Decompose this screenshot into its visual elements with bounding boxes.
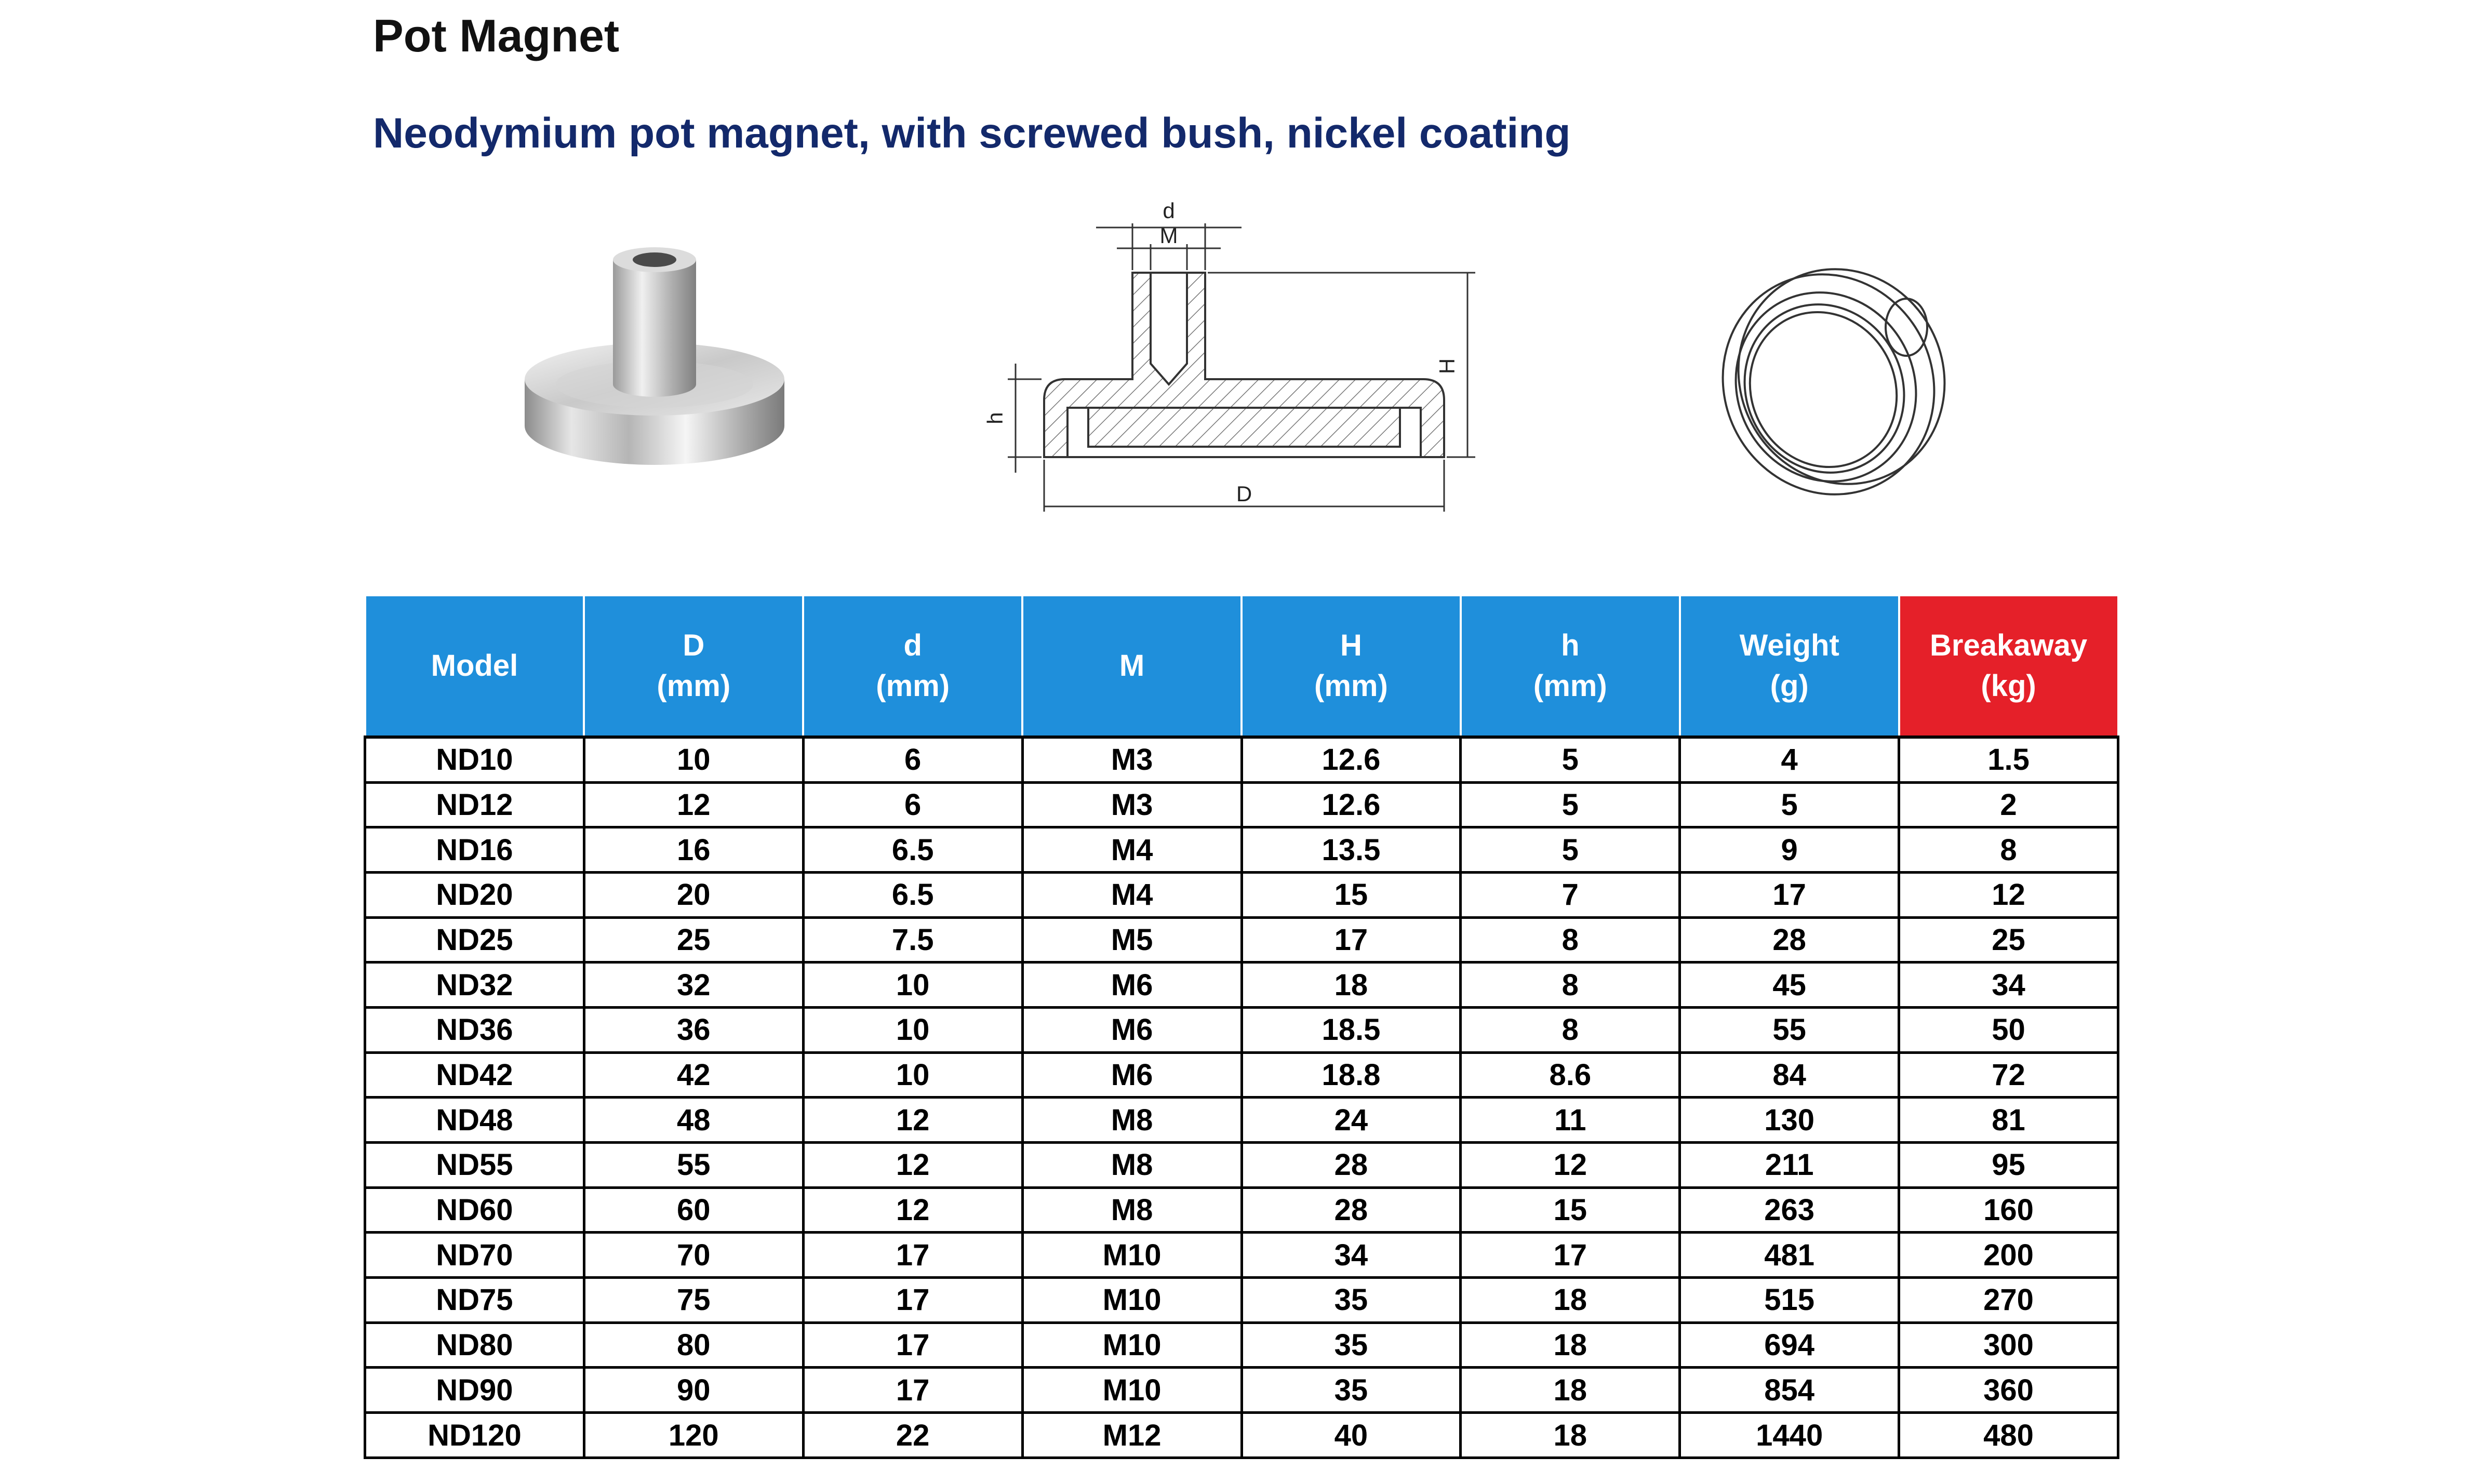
table-cell: 6.5 <box>803 873 1022 918</box>
table-cell: 84 <box>1680 1052 1899 1098</box>
table-cell: 17 <box>803 1322 1022 1368</box>
table-cell: ND120 <box>365 1413 584 1458</box>
table-row <box>365 1413 2118 1458</box>
table-cell: ND25 <box>365 917 584 962</box>
table-cell: 4 <box>1680 737 1899 782</box>
table-cell: 8 <box>1461 1008 1680 1053</box>
table-cell: 18.8 <box>1242 1052 1461 1098</box>
header-weight: Weight (g) <box>1680 595 1899 737</box>
table-cell: 18.5 <box>1242 1008 1461 1053</box>
table-row <box>365 917 2118 962</box>
dim-D-label: D <box>1236 482 1252 506</box>
table-row <box>365 1052 2118 1098</box>
table-cell: 263 <box>1680 1187 1899 1233</box>
table-cell: 11 <box>1461 1098 1680 1143</box>
table-cell: 2 <box>1899 782 2118 827</box>
table-cell: ND80 <box>365 1322 584 1368</box>
table-cell: M5 <box>1022 917 1242 962</box>
table-cell: M10 <box>1022 1278 1242 1323</box>
header-model: Model <box>365 595 584 737</box>
table-row <box>365 827 2118 873</box>
table-cell: 16 <box>584 827 803 873</box>
table-cell: M10 <box>1022 1322 1242 1368</box>
table-cell: 270 <box>1899 1278 2118 1323</box>
table-cell: 15 <box>1461 1187 1680 1233</box>
table-cell: 694 <box>1680 1322 1899 1368</box>
table-cell: 40 <box>1242 1413 1461 1458</box>
table-cell: 12 <box>803 1143 1022 1188</box>
table-cell: M4 <box>1022 827 1242 873</box>
table-cell: ND70 <box>365 1233 584 1278</box>
table-cell: 5 <box>1461 827 1680 873</box>
header-M: M <box>1022 595 1242 737</box>
header-D: D (mm) <box>584 595 803 737</box>
table-cell: 34 <box>1899 962 2118 1008</box>
table-cell: 55 <box>584 1143 803 1188</box>
table-cell: 48 <box>584 1098 803 1143</box>
table-cell: 28 <box>1242 1187 1461 1233</box>
table-cell: 50 <box>1899 1008 2118 1053</box>
table-cell: 5 <box>1461 737 1680 782</box>
table-cell: 10 <box>584 737 803 782</box>
table-cell: 18 <box>1242 962 1461 1008</box>
table-cell: 17 <box>1242 917 1461 962</box>
table-cell: 12 <box>803 1187 1022 1233</box>
table-cell: M10 <box>1022 1233 1242 1278</box>
table-cell: 32 <box>584 962 803 1008</box>
header-d: d (mm) <box>803 595 1022 737</box>
table-cell: 17 <box>803 1233 1022 1278</box>
table-cell: 8 <box>1461 962 1680 1008</box>
table-cell: M8 <box>1022 1187 1242 1233</box>
table-cell: ND10 <box>365 737 584 782</box>
table-cell: 18 <box>1461 1278 1680 1323</box>
table-row <box>365 1322 2118 1368</box>
cross-section-drawing <box>977 192 1496 525</box>
table-cell: 18 <box>1461 1413 1680 1458</box>
table-cell: 17 <box>1680 873 1899 918</box>
table-cell: 7.5 <box>803 917 1022 962</box>
table-cell: ND32 <box>365 962 584 1008</box>
table-cell: 28 <box>1680 917 1899 962</box>
table-cell: M4 <box>1022 873 1242 918</box>
table-cell: 13.5 <box>1242 827 1461 873</box>
header-breakaway: Breakaway (kg) <box>1899 595 2118 737</box>
table-cell: 360 <box>1899 1368 2118 1413</box>
table-cell: 12 <box>1899 873 2118 918</box>
table-cell: 90 <box>584 1368 803 1413</box>
table-cell: 35 <box>1242 1368 1461 1413</box>
table-cell: 45 <box>1680 962 1899 1008</box>
table-cell: 10 <box>803 962 1022 1008</box>
table-cell: 200 <box>1899 1233 2118 1278</box>
table-cell: 34 <box>1242 1233 1461 1278</box>
table-cell: 1.5 <box>1899 737 2118 782</box>
table-cell: 18 <box>1461 1322 1680 1368</box>
table-row <box>365 737 2118 782</box>
table-cell: 481 <box>1680 1233 1899 1278</box>
table-cell: 6.5 <box>803 827 1022 873</box>
table-cell: ND60 <box>365 1187 584 1233</box>
dim-H-label: H <box>1435 358 1459 375</box>
table-cell: ND75 <box>365 1278 584 1323</box>
table-cell: M3 <box>1022 737 1242 782</box>
table-cell: 17 <box>1461 1233 1680 1278</box>
table-cell: 12 <box>803 1098 1022 1143</box>
dim-M-label: M <box>1159 223 1178 248</box>
table-header-row <box>365 595 2118 737</box>
table-row <box>365 962 2118 1008</box>
table-cell: 24 <box>1242 1098 1461 1143</box>
table-cell: 36 <box>584 1008 803 1053</box>
header-h: h (mm) <box>1461 595 1680 737</box>
table-cell: 80 <box>584 1322 803 1368</box>
table-cell: 12 <box>1461 1143 1680 1188</box>
table-cell: M6 <box>1022 962 1242 1008</box>
table-cell: 12.6 <box>1242 737 1461 782</box>
table-cell: 25 <box>1899 917 2118 962</box>
table-cell: 515 <box>1680 1278 1899 1323</box>
table-cell: M10 <box>1022 1368 1242 1413</box>
table-cell: 81 <box>1899 1098 2118 1143</box>
table-cell: 160 <box>1899 1187 2118 1233</box>
table-cell: ND42 <box>365 1052 584 1098</box>
isometric-drawing <box>1704 229 1964 499</box>
table-cell: 42 <box>584 1052 803 1098</box>
table-cell: 70 <box>584 1233 803 1278</box>
header-H: H (mm) <box>1242 595 1461 737</box>
table-cell: 6 <box>803 737 1022 782</box>
table-row <box>365 1143 2118 1188</box>
table-cell: 72 <box>1899 1052 2118 1098</box>
product-photo <box>509 229 800 478</box>
table-cell: 9 <box>1680 827 1899 873</box>
table-cell: ND48 <box>365 1098 584 1143</box>
dim-h-label: h <box>983 412 1007 424</box>
page-title: Pot Magnet <box>373 10 620 61</box>
table-cell: 35 <box>1242 1322 1461 1368</box>
table-cell: ND55 <box>365 1143 584 1188</box>
table-cell: 28 <box>1242 1143 1461 1188</box>
table-cell: 8 <box>1899 827 2118 873</box>
table-row <box>365 1187 2118 1233</box>
table-cell: 8 <box>1461 917 1680 962</box>
table-cell: M12 <box>1022 1413 1242 1458</box>
table-cell: 18 <box>1461 1368 1680 1413</box>
table-cell: ND36 <box>365 1008 584 1053</box>
table-cell: 1440 <box>1680 1413 1899 1458</box>
table-cell: ND12 <box>365 782 584 827</box>
table-cell: 15 <box>1242 873 1461 918</box>
table-cell: ND16 <box>365 827 584 873</box>
table-cell: 480 <box>1899 1413 2118 1458</box>
table-cell: 10 <box>803 1008 1022 1053</box>
table-cell: 130 <box>1680 1098 1899 1143</box>
table-cell: 10 <box>803 1052 1022 1098</box>
page-subtitle: Neodymium pot magnet, with screwed bush, nickel coating <box>373 110 1571 157</box>
table-cell: 35 <box>1242 1278 1461 1323</box>
table-cell: M8 <box>1022 1143 1242 1188</box>
table-cell: 120 <box>584 1413 803 1458</box>
table-cell: 20 <box>584 873 803 918</box>
table-cell: M6 <box>1022 1008 1242 1053</box>
table-cell: 17 <box>803 1278 1022 1323</box>
table-cell: 12 <box>584 782 803 827</box>
table-cell: 25 <box>584 917 803 962</box>
table-cell: 55 <box>1680 1008 1899 1053</box>
table-row <box>365 873 2118 918</box>
table-cell: 22 <box>803 1413 1022 1458</box>
table-cell: 7 <box>1461 873 1680 918</box>
table-cell: 6 <box>803 782 1022 827</box>
table-row <box>365 1233 2118 1278</box>
table-cell: 300 <box>1899 1322 2118 1368</box>
table-row <box>365 782 2118 827</box>
table-cell: ND20 <box>365 873 584 918</box>
table-row <box>365 1008 2118 1053</box>
table-row <box>365 1368 2118 1413</box>
table-cell: M6 <box>1022 1052 1242 1098</box>
table-cell: M3 <box>1022 782 1242 827</box>
table-cell: 854 <box>1680 1368 1899 1413</box>
table-body <box>365 737 2118 1458</box>
table-cell: 5 <box>1461 782 1680 827</box>
table-cell: 211 <box>1680 1143 1899 1188</box>
table-cell: 5 <box>1680 782 1899 827</box>
table-row <box>365 1098 2118 1143</box>
table-cell: 95 <box>1899 1143 2118 1188</box>
table-cell: 75 <box>584 1278 803 1323</box>
table-cell: 17 <box>803 1368 1022 1413</box>
table-cell: ND90 <box>365 1368 584 1413</box>
dim-d-label: d <box>1163 198 1175 223</box>
table-row <box>365 1278 2118 1323</box>
table-cell: 60 <box>584 1187 803 1233</box>
table-cell: 8.6 <box>1461 1052 1680 1098</box>
spec-table <box>364 594 2119 1459</box>
table-cell: 12.6 <box>1242 782 1461 827</box>
table-cell: M8 <box>1022 1098 1242 1143</box>
